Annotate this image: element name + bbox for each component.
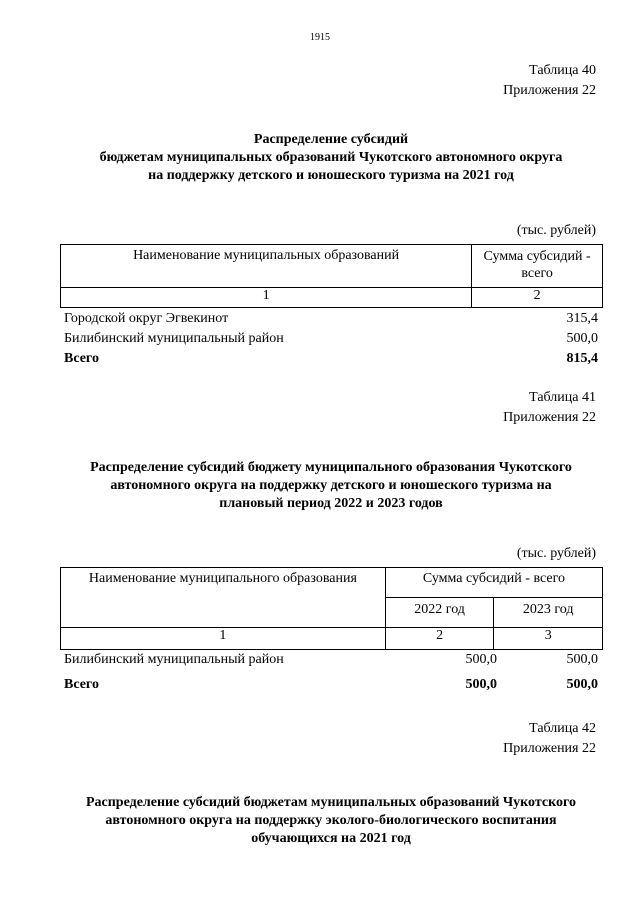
table-41-header bbox=[60, 567, 603, 650]
column-number-2: 2 bbox=[385, 628, 494, 650]
table-40-annex: Приложения 22 bbox=[503, 83, 596, 98]
table-41-title bbox=[58, 459, 604, 513]
column-number-3: 3 bbox=[494, 628, 603, 650]
table-41-label: Таблица 41 bbox=[529, 390, 596, 405]
header-subsidy-total: Сумма субсидий - всего bbox=[385, 568, 602, 598]
header-municipality: Наименование муниципального образования bbox=[61, 568, 386, 628]
table-41-title-line: плановый период 2022 и 2023 годов bbox=[219, 496, 443, 511]
header-year-2023: 2023 год bbox=[494, 598, 603, 628]
table-41-title-line: Распределение субсидий бюджету муниципального образования Чукотского bbox=[90, 460, 572, 475]
table-40-units: (тыс. рублей) bbox=[516, 223, 596, 238]
total-value-2022: 500,0 bbox=[465, 677, 497, 692]
table-42-title bbox=[58, 794, 604, 848]
table-41-annex: Приложения 22 bbox=[503, 410, 596, 425]
row-value-2023: 500,0 bbox=[566, 652, 598, 667]
column-number-1: 1 bbox=[61, 288, 472, 308]
table-40-title bbox=[58, 131, 604, 185]
header-subsidy-line2: всего bbox=[521, 266, 553, 281]
total-value: 815,4 bbox=[566, 351, 598, 366]
column-number-1: 1 bbox=[61, 628, 386, 650]
table-total-row bbox=[64, 351, 598, 371]
total-label: Всего bbox=[64, 677, 99, 692]
table-42-reference bbox=[503, 719, 596, 759]
total-label: Всего bbox=[64, 351, 99, 366]
table-40-title-line: Распределение субсидий bbox=[253, 132, 409, 147]
table-row bbox=[64, 311, 598, 331]
table-total-row bbox=[64, 677, 598, 697]
column-number-2: 2 bbox=[472, 288, 603, 308]
table-40-reference bbox=[503, 61, 596, 101]
table-41-reference bbox=[503, 388, 596, 428]
table-40-header bbox=[60, 244, 603, 308]
header-year-2022: 2022 год bbox=[385, 598, 494, 628]
table-41-title-line: автономного округа на поддержку детского и юношеского туризма на bbox=[110, 478, 552, 493]
header-municipalities: Наименование муниципальных образований bbox=[61, 245, 472, 288]
table-42-title-line: автономного округа на поддержку эколого-биологического воспитания bbox=[105, 813, 557, 828]
row-name: Городской округ Эгвекинот bbox=[64, 311, 229, 326]
page-number: 1915 bbox=[310, 32, 330, 43]
row-value-2022: 500,0 bbox=[465, 652, 497, 667]
table-42-label: Таблица 42 bbox=[529, 721, 596, 736]
table-40-title-line: бюджетам муниципальных образований Чукотского автономного округа bbox=[99, 150, 563, 165]
row-name: Билибинский муниципальный район bbox=[64, 331, 284, 346]
total-value-2023: 500,0 bbox=[566, 677, 598, 692]
header-subsidy-line1: Сумма субсидий - bbox=[483, 249, 591, 264]
row-value: 315,4 bbox=[566, 311, 598, 326]
header-subsidy-total bbox=[472, 245, 603, 288]
table-40-title-line: на поддержку детского и юношеского туризма на 2021 год bbox=[148, 168, 514, 183]
table-row bbox=[64, 331, 598, 351]
table-42-title-line: обучающихся на 2021 год bbox=[251, 831, 411, 846]
table-40-label: Таблица 40 bbox=[529, 63, 596, 78]
table-row bbox=[64, 652, 598, 672]
row-value: 500,0 bbox=[566, 331, 598, 346]
row-name: Билибинский муниципальный район bbox=[64, 652, 284, 667]
table-41-units: (тыс. рублей) bbox=[516, 546, 596, 561]
table-42-title-line: Распределение субсидий бюджетам муниципальных образований Чукотского bbox=[85, 795, 577, 810]
table-42-annex: Приложения 22 bbox=[503, 741, 596, 756]
